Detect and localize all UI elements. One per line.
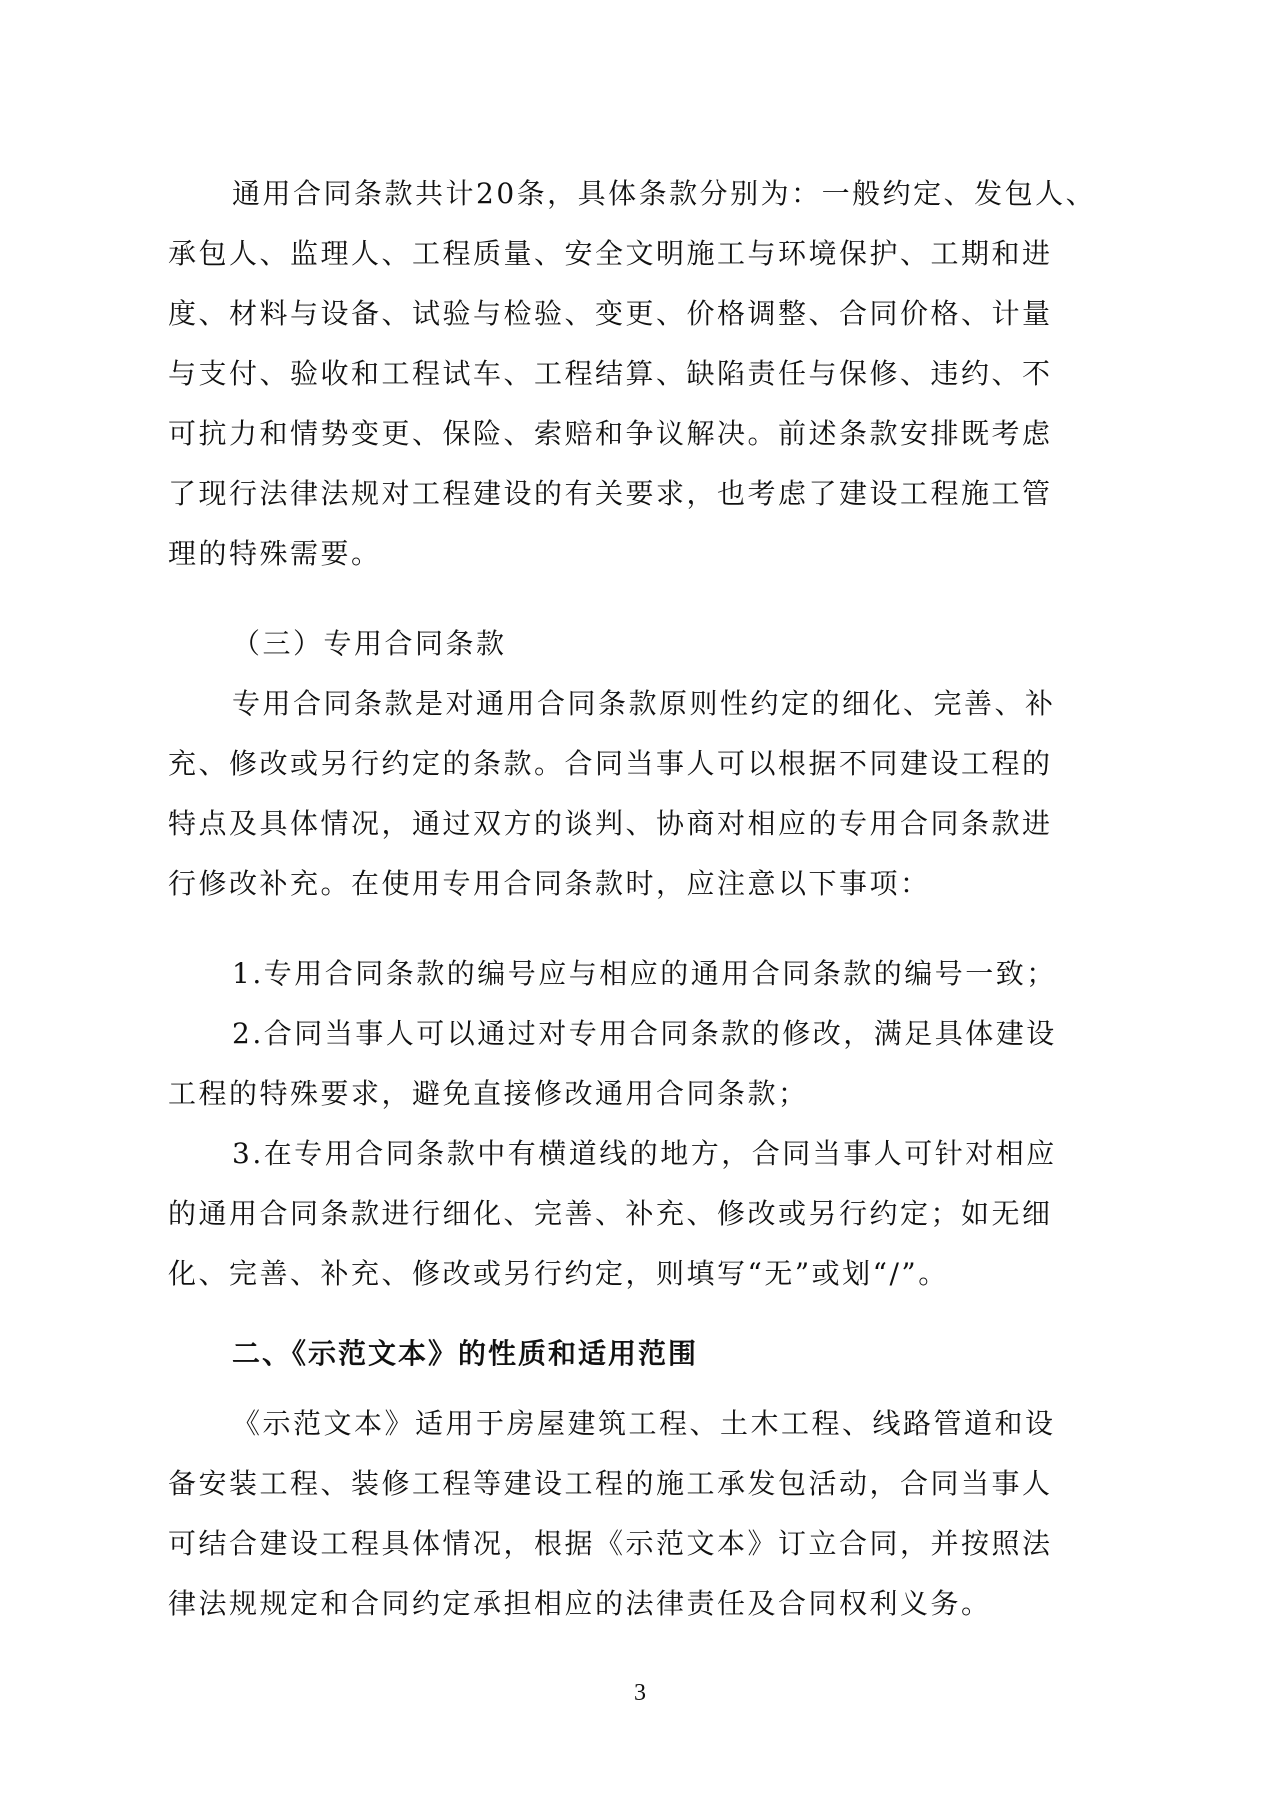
paragraph-line: 《示范文本》适用于房屋建筑工程、土木工程、线路管道和设 <box>232 1407 1056 1440</box>
paragraph-line: 特点及具体情况，通过双方的谈判、协商对相应的专用合同条款进 <box>168 807 1053 840</box>
paragraph-line: 承包人、监理人、工程质量、安全文明施工与环境保护、工期和进 <box>168 237 1053 270</box>
paragraph-line: 充、修改或另行约定的条款。合同当事人可以根据不同建设工程的 <box>168 747 1053 780</box>
paragraph-line: 度、材料与设备、试验与检验、变更、价格调整、合同价格、计量 <box>168 297 1053 330</box>
paragraph-line: 可抗力和情势变更、保险、索赔和争议解决。前述条款安排既考虑 <box>168 417 1053 450</box>
paragraph-line: 行修改补充。在使用专用合同条款时，应注意以下事项： <box>168 867 931 900</box>
paragraph-line: 与支付、验收和工程试车、工程结算、缺陷责任与保修、违约、不 <box>168 357 1053 390</box>
section-heading: 二、《示范文本》的性质和适用范围 <box>232 1337 699 1370</box>
list-item-continuation: 的通用合同条款进行细化、完善、补充、修改或另行约定；如无细 <box>168 1197 1053 1230</box>
subsection-title: （三）专用合同条款 <box>232 627 507 660</box>
page-number: 3 <box>634 1680 646 1706</box>
paragraph-line: 专用合同条款是对通用合同条款原则性约定的细化、完善、补 <box>232 687 1056 720</box>
paragraph-line: 通用合同条款共计20条，具体条款分别为：一般约定、发包人、 <box>232 177 1097 210</box>
list-item: 2.合同当事人可以通过对专用合同条款的修改，满足具体建设 <box>232 1017 1057 1050</box>
paragraph-line: 理的特殊需要。 <box>168 537 382 570</box>
list-item: 3.在专用合同条款中有横道线的地方，合同当事人可针对相应 <box>232 1137 1057 1170</box>
list-item-continuation: 工程的特殊要求，避免直接修改通用合同条款； <box>168 1077 809 1110</box>
paragraph-line: 律法规规定和合同约定承担相应的法律责任及合同权利义务。 <box>168 1587 992 1620</box>
paragraph-line: 了现行法律法规对工程建设的有关要求，也考虑了建设工程施工管 <box>168 477 1053 510</box>
paragraph-line: 可结合建设工程具体情况，根据《示范文本》订立合同，并按照法 <box>168 1527 1053 1560</box>
list-item-continuation: 化、完善、补充、修改或另行约定，则填写“无”或划“/”。 <box>168 1257 949 1290</box>
list-item: 1.专用合同条款的编号应与相应的通用合同条款的编号一致； <box>232 957 1057 990</box>
paragraph-line: 备安装工程、装修工程等建设工程的施工承发包活动，合同当事人 <box>168 1467 1053 1500</box>
